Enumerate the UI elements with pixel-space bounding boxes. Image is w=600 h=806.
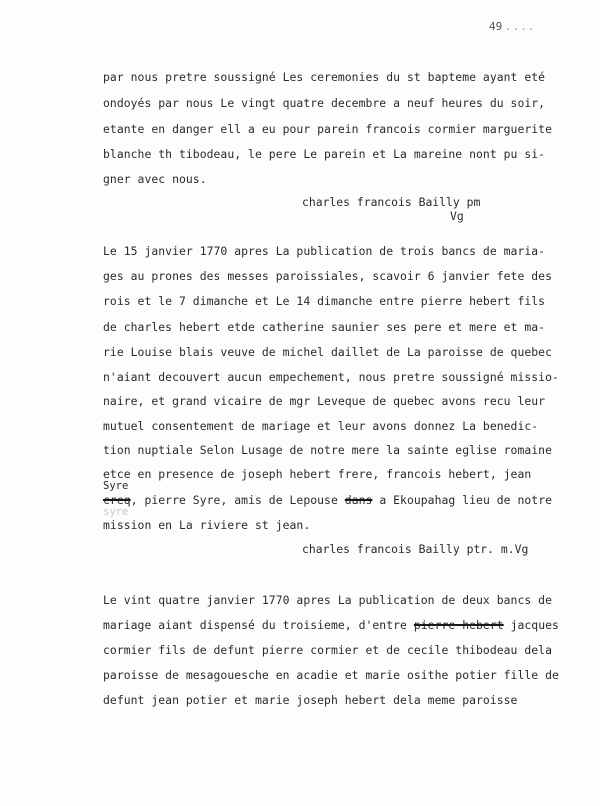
struck-word: dans: [344, 493, 373, 507]
paragraph-line: rie Louise blais veuve de michel daillet de La paroisse de quebec: [103, 345, 553, 359]
paragraph-line: par nous pretre soussigné Les ceremonies du st bapteme ayant eté: [103, 70, 546, 84]
line-text: mariage aiant dispensé du troisieme, d'entre: [103, 618, 414, 632]
interlinear-insertion: Syre: [103, 480, 129, 492]
paragraph-line: gner avec nous.: [103, 172, 207, 186]
line-text: , pierre Syre, amis de Lepouse: [130, 493, 345, 507]
paragraph-line: Le vint quatre janvier 1770 apres La publication de deux bancs de: [103, 593, 553, 607]
paragraph-line: rois et le 7 dimanche et Le 14 dimanche entre pierre hebert fils: [103, 294, 546, 308]
struck-words: pierre hebert: [413, 618, 504, 632]
paragraph-line: de charles hebert etde catherine saunier ses pere et mere et ma-: [103, 320, 546, 334]
paragraph-line: blanche th tibodeau, le pere Le parein et La mareine nont pu si-: [103, 147, 546, 161]
paragraph-line: paroisse de mesagouesche en acadie et marie osithe potier fille de: [103, 668, 559, 682]
paragraph-line: etce en presence de joseph hebert frere, francois hebert, jean: [103, 467, 532, 481]
faint-interlinear: syre: [103, 506, 129, 518]
line-text: jacques: [503, 618, 559, 632]
line-text: a Ekoupahag lieu de notre: [372, 493, 553, 507]
paragraph-line: defunt jean potier et marie joseph hebert dela meme paroisse: [103, 693, 518, 707]
signature: charles francois Bailly pm: [302, 195, 481, 209]
signature: charles francois Bailly ptr. m.Vg: [302, 542, 529, 556]
paragraph-line: ges au prones des messes paroissiales, scavoir 6 janvier fete des: [103, 269, 553, 283]
paragraph-line: n'aiant decouvert aucun empechement, nous pretre soussigné missio-: [103, 370, 559, 384]
struck-word: creq: [103, 493, 131, 507]
paragraph-line: tion nuptiale Selon Lusage de notre mere la sainte eglise romaine: [103, 443, 553, 457]
paragraph-line: naire, et grand vicaire de mgr Leveque de quebec avons recu leur: [103, 394, 546, 408]
paragraph-line: mutuel consentement de mariage et leur avons donnez La benedic-: [103, 419, 539, 433]
paragraph-line: ondoyés par nous Le vingt quatre decembre a neuf heures du soir,: [103, 96, 546, 110]
paragraph-line: Le 15 janvier 1770 apres La publication de trois bancs de maria-: [103, 244, 546, 258]
page-number: 49: [489, 20, 503, 33]
paragraph-line: [103, 493, 552, 507]
paragraph-line: mission en La riviere st jean.: [103, 518, 311, 532]
paragraph-line: [103, 618, 559, 632]
page-number-marks: ....: [505, 20, 536, 33]
paragraph-line: etante en danger ell a eu pour parein francois cormier marguerite: [103, 122, 553, 136]
paragraph-line: cormier fils de defunt pierre cormier et de cecile thibodeau dela: [103, 643, 553, 657]
signature-title: Vg: [450, 209, 464, 223]
